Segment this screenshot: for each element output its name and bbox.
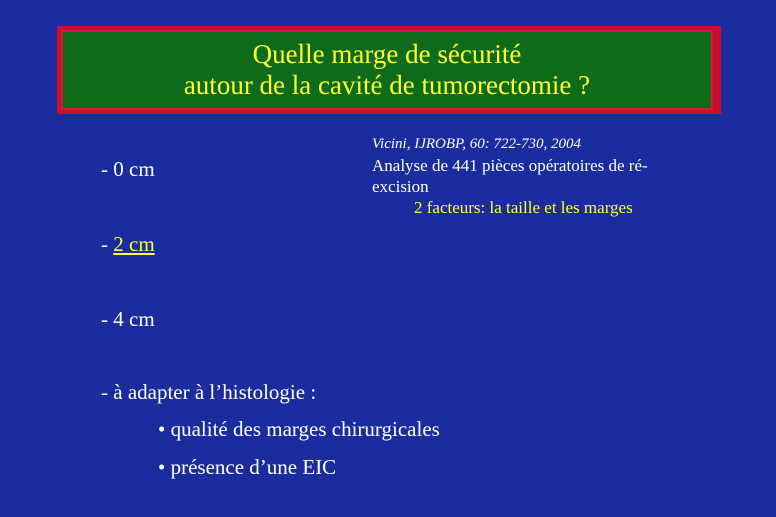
option-prefix: -: [101, 157, 114, 181]
option-2cm: [101, 232, 155, 257]
option-prefix: -: [101, 307, 114, 331]
title-line-2: autour de la cavité de tumorectomie ?: [183, 70, 591, 100]
reference-block: [372, 134, 648, 218]
title-line-1: Quelle marge de sécurité: [252, 39, 522, 69]
option-prefix: -: [101, 232, 114, 256]
reference-line-1: Analyse de 441 pièces opératoires de ré-: [372, 156, 648, 175]
option-text: 0 cm: [113, 157, 155, 181]
option-prefix: -: [101, 380, 114, 404]
sub-item-eic: • présence d’une EIC: [158, 455, 337, 479]
reference-line-2: excision: [372, 177, 429, 196]
slide-title: [61, 30, 713, 110]
option-text-highlighted: 2 cm: [113, 232, 155, 256]
reference-factors: 2 facteurs: la taille et les marges: [414, 198, 633, 217]
option-histologie: [101, 380, 316, 405]
option-4cm: [101, 307, 155, 332]
reference-citation: Vicini, IJROBP, 60: 722-730, 2004: [372, 136, 581, 152]
option-0cm: [101, 157, 155, 182]
option-text: à adapter à l’histologie :: [113, 380, 317, 404]
option-text: 4 cm: [113, 307, 155, 331]
sub-item-marges: • qualité des marges chirurgicales: [158, 417, 440, 441]
